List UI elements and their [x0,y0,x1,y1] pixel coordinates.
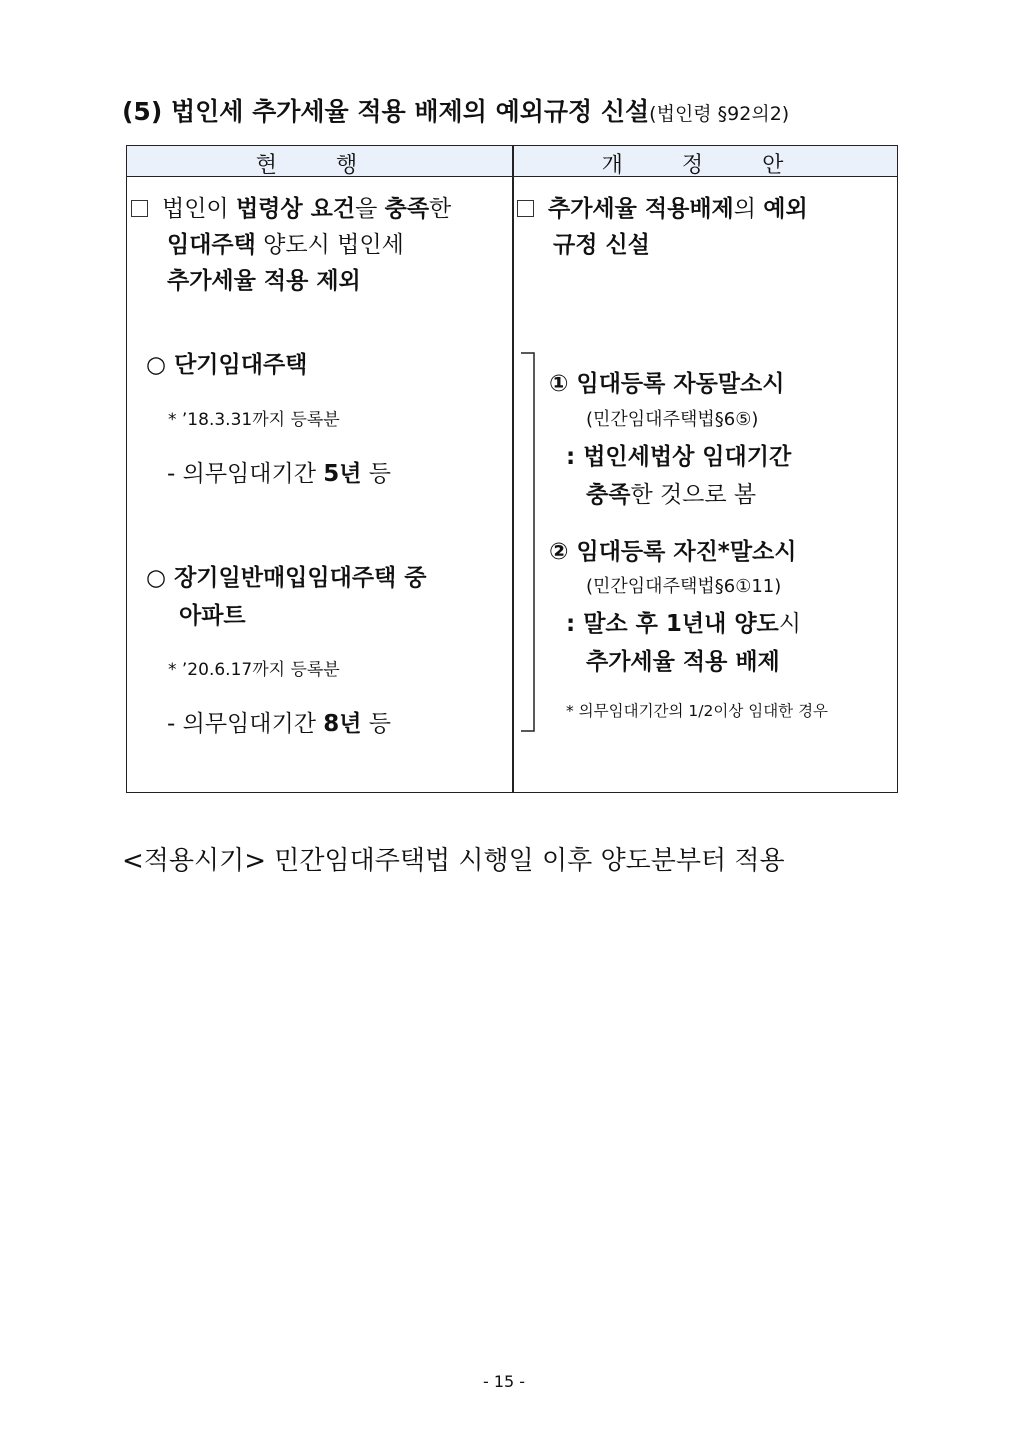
right-r2-line2: 추가세율 적용 배제 [586,649,780,675]
right-r2-note: * 의무임대기간의 1/2이상 임대한 경우 [566,702,829,720]
left-item1-title: ○ 단기임대주택 [146,352,308,378]
left-intro-line2: 임대주택 양도시 법인세 [167,232,404,258]
left-item2-sub: - 의무임대기간 8년 등 [167,711,391,737]
right-r1-title: ① 임대등록 자동말소시 [549,371,785,397]
right-intro-line2: 규정 신설 [553,232,650,258]
left-item2-title-line1: ○ 장기일반매입임대주택 중 [146,565,427,591]
right-bracket [521,352,535,732]
left-item2-note: * ’20.6.17까지 등록분 [168,660,340,680]
left-intro-line1: 법인이 법령상 요건을 충족한 [131,190,451,223]
right-r2-ref: (민간임대주택법§6①11) [586,576,782,597]
header-revised: 개 정 안 [601,153,810,178]
effective-date-note: <적용시기> 민간임대주택법 시행일 이후 양도분부터 적용 [122,846,785,876]
left-item2-title-line2: 아파트 [179,603,246,629]
right-intro-line1: 추가세율 적용배제의 예외 [517,190,808,223]
right-r2-line1: : 말소 후 1년내 양도시 [566,611,801,637]
checkbox-square-icon [131,200,148,217]
section-title: (5) 법인세 추가세율 적용 배제의 예외규정 신설(법인령 §92의2) [122,97,790,126]
left-item1-sub: - 의무임대기간 5년 등 [167,461,391,487]
header-current: 현 행 [255,153,384,178]
right-r2-title: ② 임대등록 자진*말소시 [549,539,797,565]
page-number: - 15 - [483,1372,526,1391]
column-divider [512,146,514,792]
section-title-ref: (법인령 §92의2) [649,103,790,125]
right-r1-ref: (민간임대주택법§6⑤) [586,409,759,430]
checkbox-square-icon [517,200,534,217]
left-item1-note: * ’18.3.31까지 등록분 [168,410,340,430]
right-r1-line1: : 법인세법상 임대기간 [566,444,792,470]
left-intro-line3: 추가세율 적용 제외 [167,268,361,294]
right-r1-line2: 충족한 것으로 봄 [586,482,757,508]
